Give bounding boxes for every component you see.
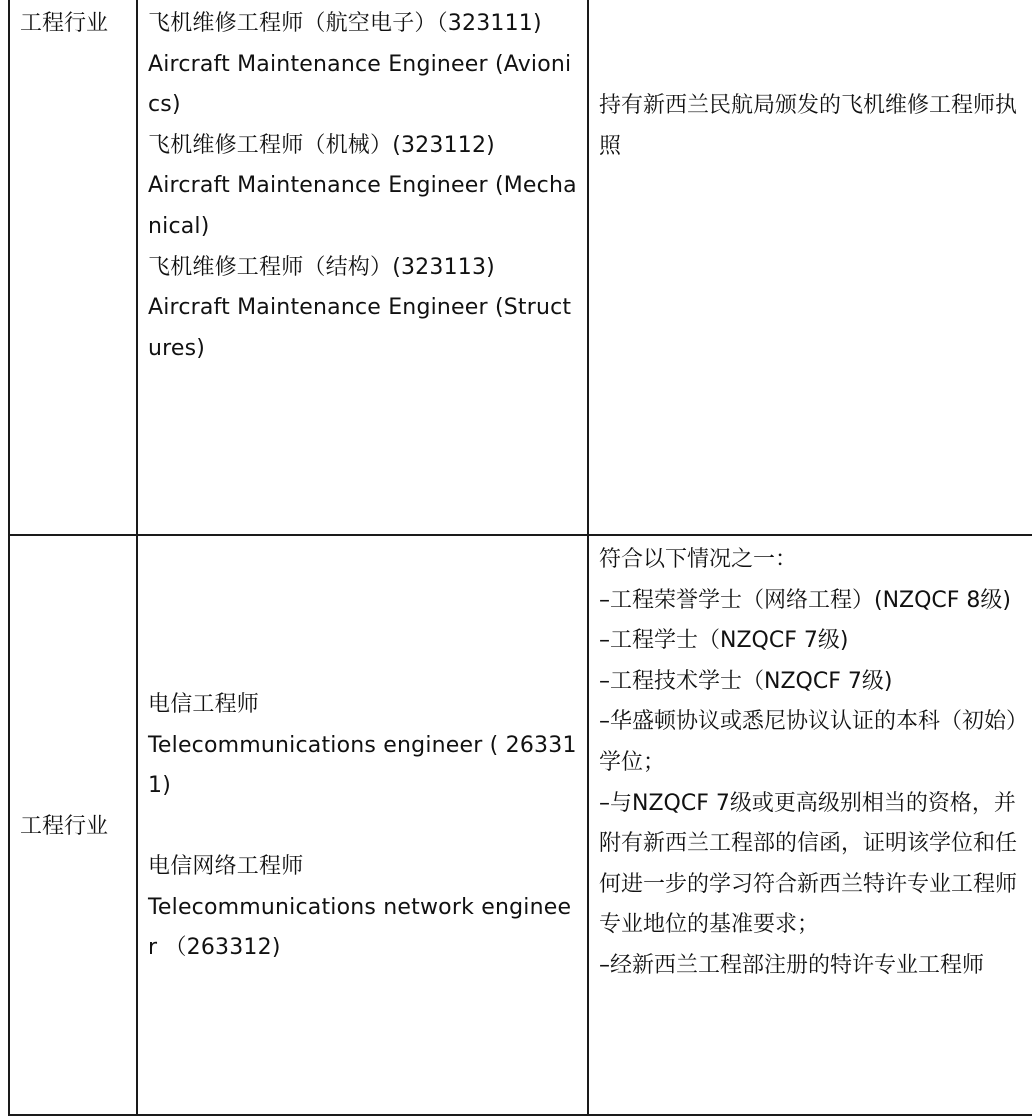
occupation-spacer <box>148 807 577 848</box>
requirement-cell <box>588 0 1032 535</box>
requirement-line: –华盛顿协议或悉尼协议认证的本科（初始）学位； <box>599 709 1018 775</box>
occupation-line: Aircraft Maintenance Engineer (Structures) <box>148 295 572 361</box>
occupation-table <box>8 0 1032 1116</box>
requirement-line: 符合以下情况之一： <box>599 547 798 572</box>
occupation-cell <box>137 0 588 535</box>
table-row <box>9 0 1032 535</box>
occupation-line: 电信工程师 <box>148 691 260 717</box>
occupation-cell <box>137 535 588 1115</box>
occupation-line: 飞机维修工程师（结构）(323113) <box>148 254 495 280</box>
occupation-line: Aircraft Maintenance Engineer (Avionics) <box>148 51 572 118</box>
industry-cell <box>9 535 137 1115</box>
occupation-line: 飞机维修工程师（机械）(323112) <box>148 132 495 158</box>
requirement-cell <box>588 535 1032 1115</box>
requirement-line: 持有新西兰民航局颁发的飞机维修工程师执照 <box>599 93 1018 159</box>
occupation-line: 飞机维修工程师（航空电子）（323111) <box>148 11 542 36</box>
occupation-line: Telecommunications network engineer （263312) <box>148 894 572 961</box>
industry-label: 工程行业 <box>20 813 109 839</box>
requirement-line: –经新西兰工程部注册的特许专业工程师 <box>599 952 985 978</box>
occupation-line: Telecommunications engineer ( 263311) <box>148 732 577 799</box>
requirement-line: –工程学士（NZQCF 7级) <box>599 628 849 654</box>
requirement-line: –工程荣誉学士（网络工程）(NZQCF 8级) <box>599 587 1012 613</box>
requirement-line: –与NZQCF 7级或更高级别相当的资格，并附有新西兰工程部的信函，证明该学位和任何进一步的学习符合新西兰特许专业工程师专业地位的基准要求； <box>599 790 1018 938</box>
industry-cell <box>9 0 137 535</box>
industry-label: 工程行业 <box>20 11 109 36</box>
occupation-line: Aircraft Maintenance Engineer (Mechanical) <box>148 173 577 239</box>
requirement-line: –工程技术学士（NZQCF 7级) <box>599 668 893 694</box>
table-row <box>9 535 1032 1115</box>
occupation-line: 电信网络工程师 <box>148 854 304 880</box>
